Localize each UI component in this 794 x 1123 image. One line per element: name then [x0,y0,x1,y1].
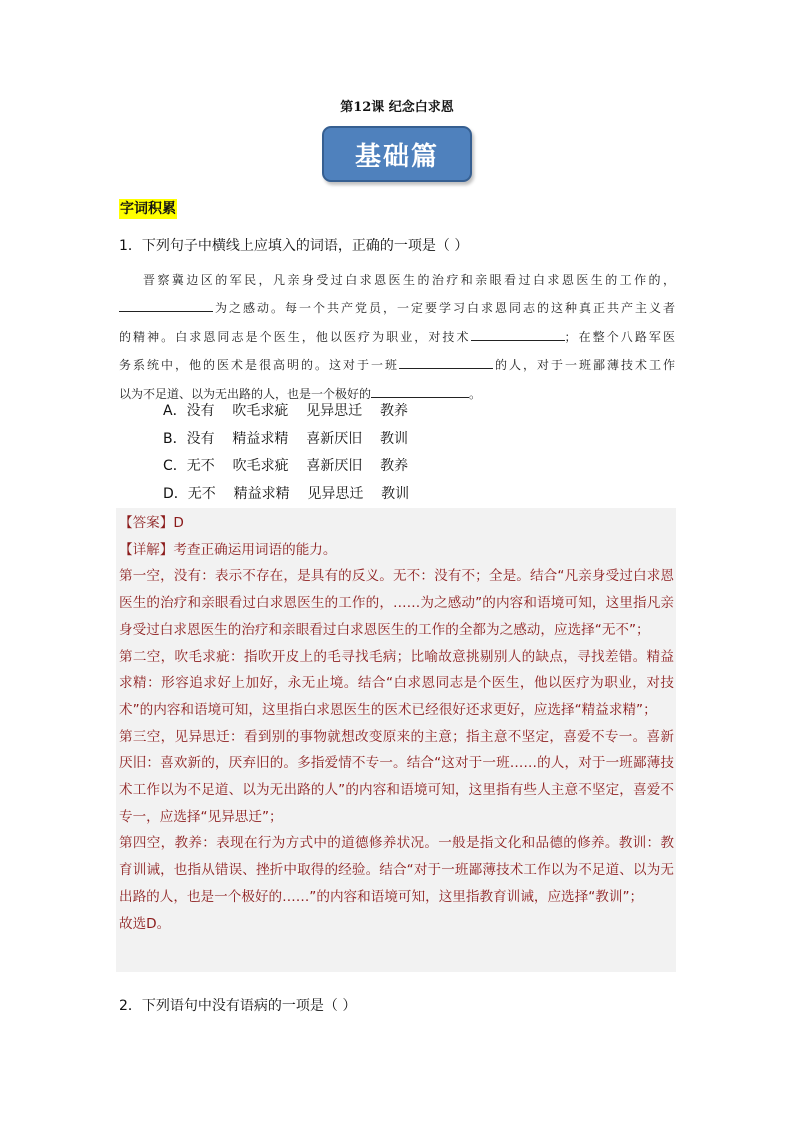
option-c[interactable]: C．无不 吹毛求疵 喜新厌旧 教养 [163,458,409,474]
explanation-paragraph: 第二空，吹毛求疵：指吹开皮上的毛寻找毛病；比喻故意挑剔别人的缺点，寻找差错。精益求精：形容追求好上加好，永无止境。结合“白求恩同志是个医生，他以医疗为职业，对技术”的内容和语境可知，这里指白求恩医生的医术已经很好还求更好，应选择“精益求精”； [119,648,674,718]
question-1-stem: 1．下列句子中横线上应填入的词语，正确的一项是（ ） [119,238,469,254]
option-a[interactable]: A．没有 吹毛求疵 见异思迁 教养 [163,403,408,419]
answer-line: 【答案】D [119,515,184,531]
question-2-stem: 2．下列语句中没有语病的一项是（ ） [119,998,357,1014]
fill-blank [371,383,469,398]
detail-line: 【详解】考查正确运用词语的能力。 [119,541,337,558]
explanation-paragraph: 第三空，见异思迁：看到别的事物就想改变原来的主意；指主意不坚定，喜爱不专一。喜新厌旧：喜欢新的，厌弃旧的。多指爱情不专一。结合“这对于一班……的人，对于一班鄙薄技术工作以为不足道、以为无出路的人”的内容和语境可知，这里指有些人主意不坚定，喜爱不专一，应选择“见异思迁”； [119,728,674,825]
explanation-paragraph: 第一空，没有：表示不存在，是具有的反义。无不：没有不；全是。结合“凡亲身受过白求恩医生的治疗和亲眼看过白求恩医生的工作的，……为之感动”的内容和语境可知，这里指凡亲身受过白求恩医生的治疗和亲眼看过白求恩医生的工作的全都为之感动，应选择“无不”； [119,568,674,638]
lesson-title: 第12课 纪念白求恩 [340,100,454,115]
option-b[interactable]: B．没有 精益求精 喜新厌旧 教训 [163,430,409,447]
fill-blank [119,297,213,312]
basics-badge: 基础篇 [322,126,472,182]
conclusion-line: 故选D。 [119,915,171,932]
fill-blank [471,326,565,341]
question-1-passage [119,266,675,408]
answer-explanation [119,510,674,937]
passage-line: 晋察冀边区的军民，凡亲身受过白求恩医生的治疗和亲眼看过白求恩医生的工作的， [143,273,675,287]
fill-blank [399,354,493,369]
explanation-paragraph: 第四空，教养：表现在行为方式中的道德修养状况。一般是指文化和品德的修养。教训：教育训诫，也指从错误、挫折中取得的经验。结合“对于一班鄙薄技术工作以为不足道、以为无出路的人，也是一个极好的……”的内容和语境可知，这里指教育训诫，应选择“教训”； [119,835,674,905]
section-heading: 字词积累 [120,201,176,217]
passage-line: 为之感动。每一个共产党员，一定要学习白求恩同志的这种真正共产主义者 [119,294,675,322]
question-1-options [163,398,409,508]
passage-line: 以为不足道、以为无出路的人，也是一个极好的 。 [119,380,675,408]
passage-line: 务系统中，他的医术是很高明的。这对于一班 的人，对于一班鄙薄技术工作 [119,351,675,379]
passage-line: 的精神。白求恩同志是个医生，他以医疗为职业，对技术 ；在整个八路军医 [119,323,675,351]
option-d[interactable]: D．无不 精益求精 见异思迁 教训 [163,485,410,502]
